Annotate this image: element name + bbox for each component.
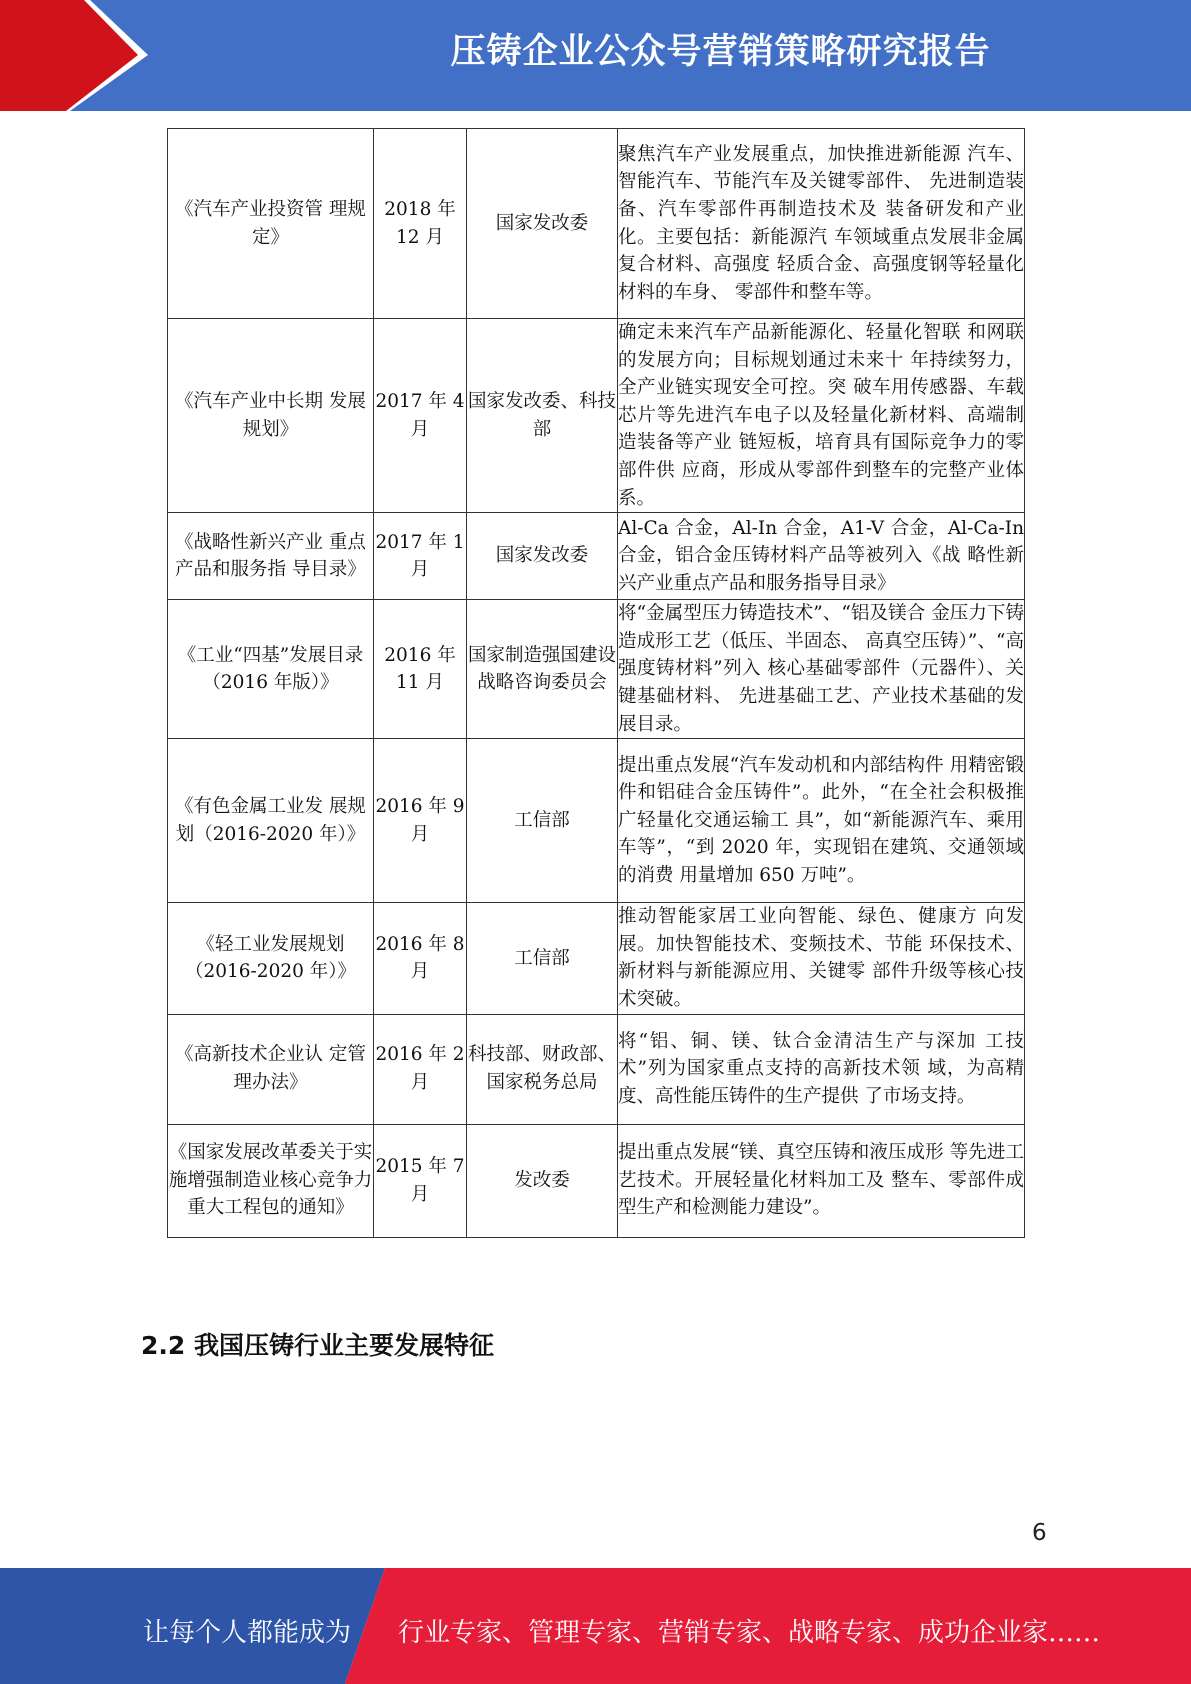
policy-content: 将“金属型压力铸造技术”、“铝及镁合 金压力下铸造成形工艺（低压、半固态、 高真空压铸）”、“高强度铸材料”列入 核心基础零部件（元器件）、关键基础材料、 先进基础工艺、产业技术基础的发展目录。 — [618, 600, 1025, 739]
policy-department: 国家发改委 — [467, 513, 618, 600]
policy-name: 《国家发展改革委关于实施增强制造业核心竞争力重大工程包的通知》 — [168, 1124, 374, 1237]
policy-content: 将“铝、铜、镁、钛合金清洁生产与深加 工技术”列为国家重点支持的高新技术领 域，为高精度、高性能压铸件的生产提供 了市场支持。 — [618, 1014, 1025, 1124]
policy-date: 2018 年 12 月 — [374, 129, 467, 319]
policy-content: 提出重点发展“汽车发动机和内部结构件 用精密锻件和铝硅合金压铸件”。此外，“在全社会积极推广轻量化交通运输工 具”，如“新能源汽车、乘用车等”，“到 2020 年，实现铝在建筑、交通领域的消费 用量增加 650 万吨”。 — [618, 739, 1025, 903]
policy-content: 推动智能家居工业向智能、绿色、健康方 向发展。加快智能技术、变频技术、节能 环保技术、新材料与新能源应用、关键零 部件升级等核心技术突破。 — [618, 903, 1025, 1014]
policy-date: 2016 年 2 月 — [374, 1014, 467, 1124]
section-heading: 2.2 我国压铸行业主要发展特征 — [141, 1331, 494, 1360]
policy-name: 《战略性新兴产业 重点产品和服务指 导目录》 — [168, 513, 374, 600]
policy-date: 2015 年 7 月 — [374, 1124, 467, 1237]
policy-name: 《高新技术企业认 定管理办法》 — [168, 1014, 374, 1124]
table-row — [168, 903, 1025, 1014]
policy-department: 发改委 — [467, 1124, 618, 1237]
policy-date: 2016 年 8 月 — [374, 903, 467, 1014]
footer-slogan-right: 行业专家、管理专家、营销专家、战略专家、成功企业家…… — [398, 1618, 1101, 1648]
policy-department: 工信部 — [467, 903, 618, 1014]
table-row — [168, 513, 1025, 600]
policy-name: 《汽车产业投资管 理规定》 — [168, 129, 374, 319]
table-row — [168, 739, 1025, 903]
policy-date: 2017 年 4 月 — [374, 319, 467, 513]
footer-slogan-left: 让每个人都能成为 — [143, 1618, 352, 1648]
table-row — [168, 129, 1025, 319]
policy-date: 2016 年 11 月 — [374, 600, 467, 739]
policy-department: 国家发改委、科技部 — [467, 319, 618, 513]
report-footer — [0, 1568, 1191, 1684]
policy-content: 提出重点发展“镁、真空压铸和液压成形 等先进工艺技术。开展轻量化材料加工及 整车、零部件成型生产和检测能力建设”。 — [618, 1124, 1025, 1237]
policy-content: Al-Ca 合金，Al-In 合金，A1-V 合金，Al-Ca-In 合金，铝合金压铸材料产品等被列入《战 略性新兴产业重点产品和服务指导目录》 — [618, 513, 1025, 600]
policy-date: 2017 年 1 月 — [374, 513, 467, 600]
policy-department: 工信部 — [467, 739, 618, 903]
policy-department: 国家制造强国建设战略咨询委员会 — [467, 600, 618, 739]
policy-name: 《工业“四基”发展目录（2016 年版）》 — [168, 600, 374, 739]
report-header — [0, 0, 1191, 111]
table-row — [168, 1124, 1025, 1237]
policy-department: 国家发改委 — [467, 129, 618, 319]
policy-department: 科技部、财政部、国家税务总局 — [467, 1014, 618, 1124]
page-number: 6 — [1032, 1520, 1047, 1546]
policy-name: 《轻工业发展规划（2016-2020 年）》 — [168, 903, 374, 1014]
policy-table — [167, 128, 1025, 1238]
table-row — [168, 600, 1025, 739]
policy-name: 《汽车产业中长期 发展规划》 — [168, 319, 374, 513]
policy-name: 《有色金属工业发 展规划（2016-2020 年）》 — [168, 739, 374, 903]
table-row — [168, 1014, 1025, 1124]
policy-content: 确定未来汽车产品新能源化、轻量化智联 和网联的发展方向；目标规划通过未来十 年持续努力，全产业链实现安全可控。突 破车用传感器、车载芯片等先进汽车电子以及轻量化新材料、高端制造装备等产业 链短板，培育具有国际竞争力的零部件供 应商，形成从零部件到整车的完整产业体 系。 — [618, 319, 1025, 513]
policy-content: 聚焦汽车产业发展重点，加快推进新能源 汽车、智能汽车、节能汽车及关键零部件、 先进制造装备、汽车零部件再制造技术及 装备研发和产业化。主要包括：新能源汽 车领域重点发展非金属复合材料、高强度 轻质合金、高强度钢等轻量化材料的车身、 零部件和整车等。 — [618, 129, 1025, 319]
policy-date: 2016 年 9 月 — [374, 739, 467, 903]
report-title: 压铸企业公众号营销策略研究报告 — [450, 32, 991, 72]
table-row — [168, 319, 1025, 513]
